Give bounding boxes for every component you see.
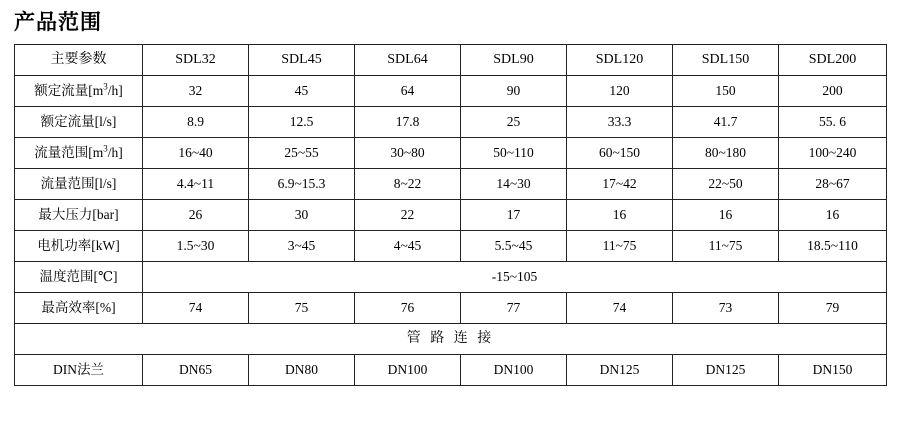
- table-cell: DN150: [779, 355, 887, 386]
- column-header: SDL64: [355, 45, 461, 76]
- product-range-table: [14, 44, 887, 386]
- table-cell: 4.4~11: [143, 169, 249, 200]
- table-cell: 22: [355, 200, 461, 231]
- table-cell: 33.3: [567, 107, 673, 138]
- column-header: SDL32: [143, 45, 249, 76]
- row-label: 温度范围[℃]: [15, 262, 143, 293]
- row-label: [15, 200, 143, 231]
- table-cell: 4~45: [355, 231, 461, 262]
- column-header: 主要参数: [15, 45, 143, 76]
- page-title: 产品范围: [14, 11, 102, 34]
- table-cell: DN100: [461, 355, 567, 386]
- table-cell: 11~75: [567, 231, 673, 262]
- row-label: [15, 169, 143, 200]
- table-cell: 100~240: [779, 138, 887, 169]
- table-cell: 12.5: [249, 107, 355, 138]
- table-cell: 17: [461, 200, 567, 231]
- table-cell: 16: [567, 200, 673, 231]
- table-cell: 17.8: [355, 107, 461, 138]
- table-cell: 77: [461, 293, 567, 324]
- column-header: SDL120: [567, 45, 673, 76]
- table-cell: 17~42: [567, 169, 673, 200]
- row-label-text: 流量范围[m: [34, 145, 104, 161]
- table-cell: 50~110: [461, 138, 567, 169]
- row-label-text: 额定流量[m: [34, 83, 104, 99]
- table-cell: DN65: [143, 355, 249, 386]
- table-cell: 1.5~30: [143, 231, 249, 262]
- spec-table-container: [0, 36, 900, 386]
- table-cell: 8~22: [355, 169, 461, 200]
- table-cell: 45: [249, 76, 355, 107]
- row-label: DIN法兰: [15, 355, 143, 386]
- row-label-text: 电机功率[kW]: [37, 238, 120, 254]
- table-row: [15, 76, 887, 107]
- table-cell: 3~45: [249, 231, 355, 262]
- section-header-pipe-connection: 管 路 连 接: [15, 324, 887, 355]
- table-cell: 6.9~15.3: [249, 169, 355, 200]
- table-header-row: [15, 45, 887, 76]
- table-cell: 5.5~45: [461, 231, 567, 262]
- table-cell: DN125: [673, 355, 779, 386]
- table-row: [15, 231, 887, 262]
- table-cell: 16: [673, 200, 779, 231]
- table-cell: 16: [779, 200, 887, 231]
- column-header: SDL45: [249, 45, 355, 76]
- table-cell: 150: [673, 76, 779, 107]
- row-label-text: 额定流量[l/s]: [40, 114, 117, 130]
- table-cell: 75: [249, 293, 355, 324]
- table-cell: 200: [779, 76, 887, 107]
- table-row: [15, 138, 887, 169]
- row-label: [15, 231, 143, 262]
- row-label: [15, 138, 143, 169]
- row-label-text: 流量范围[l/s]: [40, 176, 117, 192]
- table-cell: 16~40: [143, 138, 249, 169]
- table-cell: 90: [461, 76, 567, 107]
- table-cell: 28~67: [779, 169, 887, 200]
- table-cell: 26: [143, 200, 249, 231]
- table-cell: 30~80: [355, 138, 461, 169]
- table-row-temperature: [15, 262, 887, 293]
- table-cell: 74: [143, 293, 249, 324]
- table-cell: 41.7: [673, 107, 779, 138]
- row-label: [15, 107, 143, 138]
- column-header: SDL200: [779, 45, 887, 76]
- table-cell: 79: [779, 293, 887, 324]
- column-header: SDL90: [461, 45, 567, 76]
- table-cell: 76: [355, 293, 461, 324]
- table-section-row: [15, 324, 887, 355]
- table-cell-temperature-range: -15~105: [143, 262, 887, 293]
- table-row-efficiency: [15, 293, 887, 324]
- table-cell: 80~180: [673, 138, 779, 169]
- row-label: 最高效率[%]: [15, 293, 143, 324]
- table-cell: 30: [249, 200, 355, 231]
- table-cell: 55. 6: [779, 107, 887, 138]
- row-label-tail: /h]: [107, 145, 123, 161]
- row-label-sup: 3: [103, 143, 108, 154]
- table-cell: 60~150: [567, 138, 673, 169]
- table-cell: 18.5~110: [779, 231, 887, 262]
- table-cell: 25: [461, 107, 567, 138]
- table-row: [15, 107, 887, 138]
- table-row: [15, 200, 887, 231]
- row-label-text: 最大压力[bar]: [38, 207, 119, 223]
- row-label-sup: 3: [103, 81, 108, 92]
- table-cell: 11~75: [673, 231, 779, 262]
- table-cell: 73: [673, 293, 779, 324]
- table-cell: 64: [355, 76, 461, 107]
- row-label: [15, 76, 143, 107]
- table-cell: 120: [567, 76, 673, 107]
- table-cell: 8.9: [143, 107, 249, 138]
- table-cell: 74: [567, 293, 673, 324]
- table-cell: DN125: [567, 355, 673, 386]
- table-cell: 14~30: [461, 169, 567, 200]
- column-header: SDL150: [673, 45, 779, 76]
- table-cell: 22~50: [673, 169, 779, 200]
- row-label-tail: /h]: [107, 83, 123, 99]
- table-row-flange: [15, 355, 887, 386]
- table-cell: DN100: [355, 355, 461, 386]
- table-cell: DN80: [249, 355, 355, 386]
- table-cell: 25~55: [249, 138, 355, 169]
- table-cell: 32: [143, 76, 249, 107]
- table-row: [15, 169, 887, 200]
